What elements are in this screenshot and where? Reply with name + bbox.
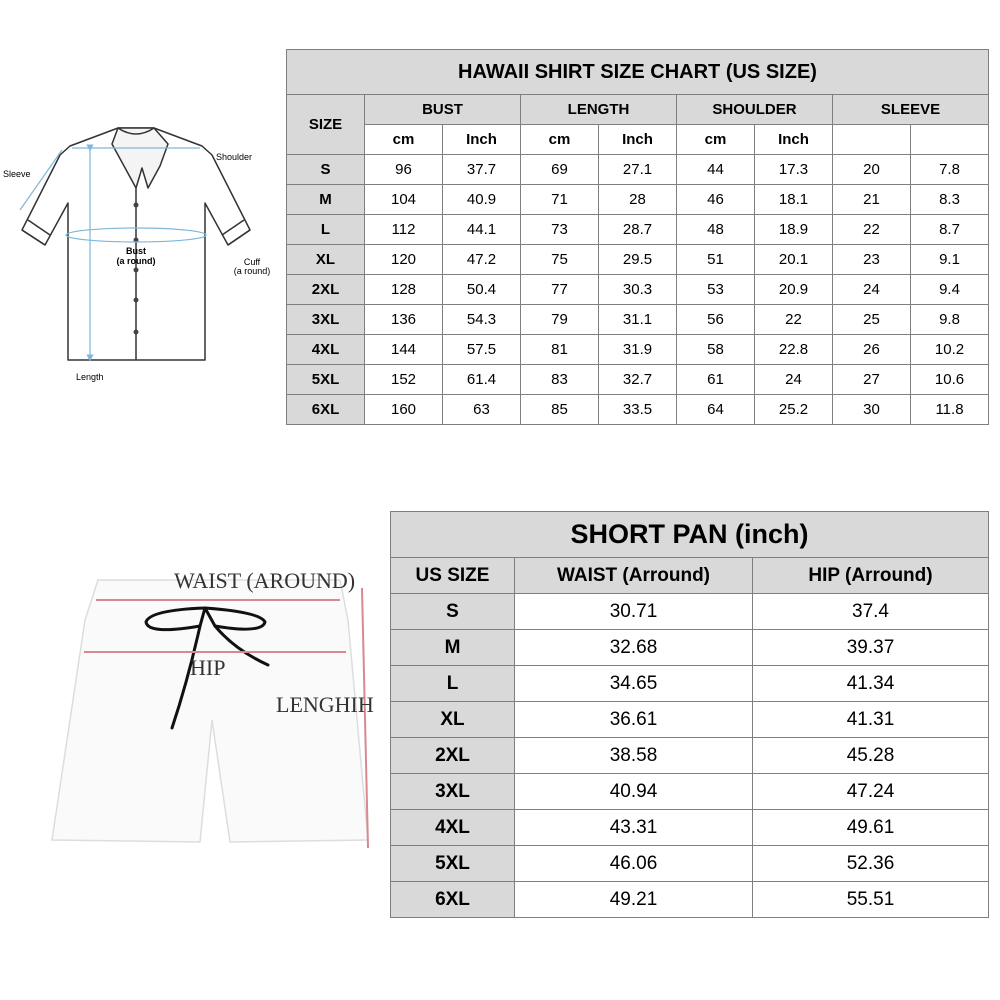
value-cell: 83 — [521, 365, 599, 395]
sleeve-label: Sleeve — [3, 169, 31, 179]
value-cell: 30.71 — [515, 594, 753, 630]
value-cell: 75 — [521, 245, 599, 275]
size-header: SIZE — [287, 95, 365, 155]
value-cell: 9.4 — [911, 275, 989, 305]
unit-cell — [833, 125, 911, 155]
value-cell: 63 — [443, 395, 521, 425]
size-cell: S — [391, 594, 515, 630]
size-cell: S — [287, 155, 365, 185]
value-cell: 43.31 — [515, 810, 753, 846]
value-cell: 8.3 — [911, 185, 989, 215]
value-cell: 49.21 — [515, 882, 753, 918]
table-row — [391, 882, 989, 918]
size-cell: M — [391, 630, 515, 666]
value-cell: 24 — [833, 275, 911, 305]
waist-header: WAIST (Arround) — [515, 558, 753, 594]
unit-cell: cm — [677, 125, 755, 155]
value-cell: 26 — [833, 335, 911, 365]
size-cell: L — [391, 666, 515, 702]
bust-note: (a round) — [116, 256, 156, 266]
unit-cell: Inch — [599, 125, 677, 155]
table-row — [287, 305, 989, 335]
value-cell: 24 — [755, 365, 833, 395]
value-cell: 41.31 — [753, 702, 989, 738]
value-cell: 27.1 — [599, 155, 677, 185]
value-cell: 22 — [755, 305, 833, 335]
shoulder-label: Shoulder — [216, 152, 253, 162]
waist-label: WAIST (AROUND) — [174, 568, 356, 593]
value-cell: 152 — [365, 365, 443, 395]
table-row — [391, 630, 989, 666]
value-cell: 44.1 — [443, 215, 521, 245]
value-cell: 37.7 — [443, 155, 521, 185]
value-cell: 49.61 — [753, 810, 989, 846]
shoulder-header: SHOULDER — [677, 95, 833, 125]
value-cell: 7.8 — [911, 155, 989, 185]
value-cell: 54.3 — [443, 305, 521, 335]
table-row — [287, 395, 989, 425]
value-cell: 25.2 — [755, 395, 833, 425]
value-cell: 31.1 — [599, 305, 677, 335]
value-cell: 120 — [365, 245, 443, 275]
shorts-size-table — [390, 511, 989, 918]
size-cell: M — [287, 185, 365, 215]
value-cell: 28.7 — [599, 215, 677, 245]
shirt-table-body — [287, 155, 989, 425]
table-row — [391, 738, 989, 774]
sleeve-header: SLEEVE — [833, 95, 989, 125]
value-cell: 28 — [599, 185, 677, 215]
value-cell: 77 — [521, 275, 599, 305]
value-cell: 47.2 — [443, 245, 521, 275]
value-cell: 38.58 — [515, 738, 753, 774]
size-cell: 5XL — [391, 846, 515, 882]
value-cell: 40.9 — [443, 185, 521, 215]
value-cell: 17.3 — [755, 155, 833, 185]
value-cell: 81 — [521, 335, 599, 365]
value-cell: 69 — [521, 155, 599, 185]
value-cell: 47.24 — [753, 774, 989, 810]
value-cell: 22.8 — [755, 335, 833, 365]
value-cell: 18.1 — [755, 185, 833, 215]
value-cell: 29.5 — [599, 245, 677, 275]
value-cell: 37.4 — [753, 594, 989, 630]
value-cell: 73 — [521, 215, 599, 245]
size-cell: 6XL — [391, 882, 515, 918]
shirt-diagram — [0, 110, 280, 395]
value-cell: 58 — [677, 335, 755, 365]
value-cell: 128 — [365, 275, 443, 305]
value-cell: 53 — [677, 275, 755, 305]
value-cell: 61.4 — [443, 365, 521, 395]
value-cell: 30.3 — [599, 275, 677, 305]
table-row — [391, 810, 989, 846]
value-cell: 50.4 — [443, 275, 521, 305]
value-cell: 52.36 — [753, 846, 989, 882]
value-cell: 46.06 — [515, 846, 753, 882]
size-cell: XL — [287, 245, 365, 275]
value-cell: 31.9 — [599, 335, 677, 365]
table-row — [391, 846, 989, 882]
unit-cell: Inch — [443, 125, 521, 155]
length-label: Length — [76, 372, 104, 382]
unit-cell — [911, 125, 989, 155]
unit-cell: cm — [365, 125, 443, 155]
value-cell: 85 — [521, 395, 599, 425]
unit-cell: Inch — [755, 125, 833, 155]
value-cell: 11.8 — [911, 395, 989, 425]
value-cell: 10.6 — [911, 365, 989, 395]
value-cell: 144 — [365, 335, 443, 365]
table-row — [391, 594, 989, 630]
hip-header: HIP (Arround) — [753, 558, 989, 594]
shirt-size-table — [286, 49, 989, 425]
value-cell: 9.8 — [911, 305, 989, 335]
value-cell: 22 — [833, 215, 911, 245]
value-cell: 56 — [677, 305, 755, 335]
hip-label: HIP — [190, 655, 226, 680]
table-row — [391, 702, 989, 738]
value-cell: 23 — [833, 245, 911, 275]
table-row — [287, 155, 989, 185]
value-cell: 40.94 — [515, 774, 753, 810]
value-cell: 112 — [365, 215, 443, 245]
size-cell: 4XL — [391, 810, 515, 846]
value-cell: 32.68 — [515, 630, 753, 666]
shirt-chart-title: HAWAII SHIRT SIZE CHART (US SIZE) — [287, 50, 989, 95]
value-cell: 20.1 — [755, 245, 833, 275]
shorts-diagram — [50, 560, 385, 860]
size-cell: L — [287, 215, 365, 245]
table-row — [287, 365, 989, 395]
value-cell: 9.1 — [911, 245, 989, 275]
value-cell: 34.65 — [515, 666, 753, 702]
table-row — [287, 245, 989, 275]
value-cell: 48 — [677, 215, 755, 245]
table-row — [391, 774, 989, 810]
value-cell: 32.7 — [599, 365, 677, 395]
value-cell: 57.5 — [443, 335, 521, 365]
value-cell: 30 — [833, 395, 911, 425]
size-cell: 4XL — [287, 335, 365, 365]
value-cell: 46 — [677, 185, 755, 215]
value-cell: 55.51 — [753, 882, 989, 918]
value-cell: 8.7 — [911, 215, 989, 245]
value-cell: 64 — [677, 395, 755, 425]
value-cell: 41.34 — [753, 666, 989, 702]
value-cell: 104 — [365, 185, 443, 215]
size-cell: 3XL — [287, 305, 365, 335]
cuff-label: Cuff — [243, 257, 261, 267]
table-row — [391, 666, 989, 702]
value-cell: 36.61 — [515, 702, 753, 738]
table-row — [287, 215, 989, 245]
unit-cell: cm — [521, 125, 599, 155]
shorts-chart-title: SHORT PAN (inch) — [391, 512, 989, 558]
bust-header: BUST — [365, 95, 521, 125]
size-cell: 3XL — [391, 774, 515, 810]
value-cell: 71 — [521, 185, 599, 215]
value-cell: 25 — [833, 305, 911, 335]
value-cell: 61 — [677, 365, 755, 395]
value-cell: 18.9 — [755, 215, 833, 245]
bust-label: Bust — [126, 246, 146, 256]
value-cell: 10.2 — [911, 335, 989, 365]
length-label: LENGHIH — [276, 692, 374, 717]
size-cell: 5XL — [287, 365, 365, 395]
shorts-table-body — [391, 594, 989, 918]
value-cell: 39.37 — [753, 630, 989, 666]
value-cell: 51 — [677, 245, 755, 275]
value-cell: 44 — [677, 155, 755, 185]
table-row — [287, 335, 989, 365]
value-cell: 20.9 — [755, 275, 833, 305]
size-cell: XL — [391, 702, 515, 738]
length-header: LENGTH — [521, 95, 677, 125]
size-cell: 6XL — [287, 395, 365, 425]
size-cell: 2XL — [287, 275, 365, 305]
value-cell: 160 — [365, 395, 443, 425]
size-cell: 2XL — [391, 738, 515, 774]
value-cell: 45.28 — [753, 738, 989, 774]
value-cell: 136 — [365, 305, 443, 335]
value-cell: 79 — [521, 305, 599, 335]
table-row — [287, 185, 989, 215]
cuff-note: (a round) — [233, 266, 271, 276]
value-cell: 27 — [833, 365, 911, 395]
us-size-header: US SIZE — [391, 558, 515, 594]
value-cell: 21 — [833, 185, 911, 215]
table-row — [287, 275, 989, 305]
value-cell: 33.5 — [599, 395, 677, 425]
value-cell: 20 — [833, 155, 911, 185]
value-cell: 96 — [365, 155, 443, 185]
